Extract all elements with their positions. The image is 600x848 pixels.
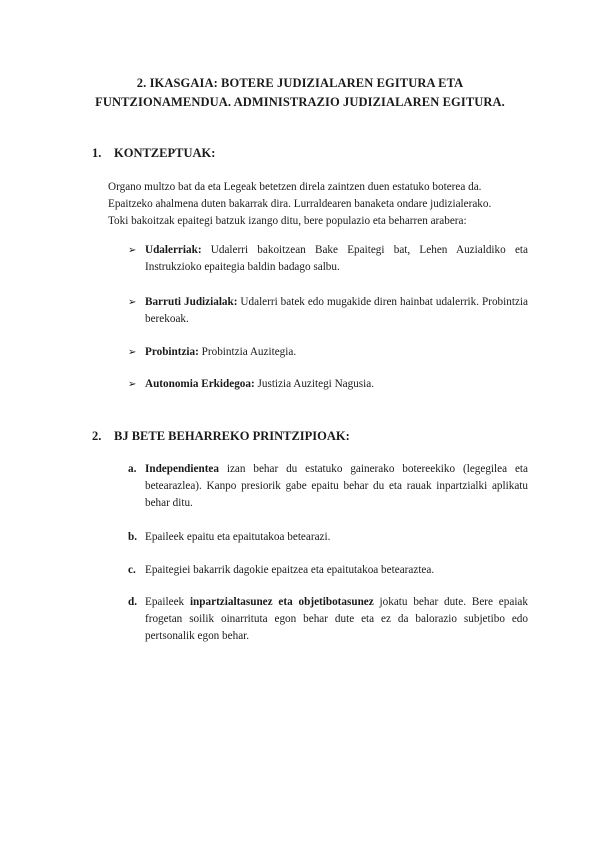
arrow-bullet-icon: ➢ [128, 347, 137, 358]
item-lead: Probintzia: [145, 346, 199, 358]
intro-line-2: Epaitzeko ahalmena duten bakarrak dira. Lurraldearen banaketa ondare judizialerako. [108, 198, 492, 210]
item-lead: Barruti Judizialak: [145, 296, 238, 308]
item-pre: Epaileek [145, 596, 190, 608]
list-item-b [128, 529, 528, 546]
section-2-title: BJ BETE BEHARREKO PRINTZIPIOAK: [114, 429, 350, 443]
arrow-bullet-icon: ➢ [128, 297, 137, 308]
section-2-number: 2. [92, 429, 102, 443]
list-item-autonomia-erkidegoa [128, 376, 528, 393]
item-bold: Independientea [145, 463, 219, 475]
list-item-barruti-judizialak [128, 294, 528, 328]
list-item-d [128, 594, 528, 645]
item-lead: Udalerriak: [145, 244, 202, 256]
section-2-heading [92, 428, 350, 444]
item-text: Justizia Auzitegi Nagusia. [254, 378, 375, 390]
item-post: izan behar du estatuko gainerako botereekiko (legegilea eta betearazlea). Kanpo presiorik gabe epaitu behar du eta rauak inpartzialki aplikatu behar ditu. [145, 463, 528, 509]
list-item-c [128, 562, 528, 579]
list-item-udalerriak [128, 242, 528, 276]
section-1-intro [108, 179, 528, 230]
list-item-a [128, 461, 528, 512]
item-pre: Epaileek epaitu eta epaitutakoa betearazi. [145, 531, 331, 543]
item-marker: d. [128, 596, 138, 608]
section-1-number: 1. [92, 146, 102, 160]
intro-line-1: Organo multzo bat da eta Legeak betetzen direla zaintzen duen estatuko boterea da. [108, 181, 482, 193]
section-1-heading [92, 145, 215, 161]
item-marker: a. [128, 463, 137, 475]
arrow-bullet-icon: ➢ [128, 379, 137, 390]
page-title [60, 74, 540, 112]
intro-line-3: Toki bakoitzak epaitegi batzuk izango ditu, bere populazio eta beharren arabera: [108, 215, 467, 227]
item-text: Udalerri batek edo mugakide diren hainbat udalerrik. Probintzia berekoak. [145, 296, 528, 325]
arrow-bullet-icon: ➢ [128, 245, 137, 256]
title-line-2: FUNTZIONAMENDUA. ADMINISTRAZIO JUDIZIALAREN EGITURA. [95, 95, 505, 109]
item-marker: b. [128, 531, 138, 543]
item-pre: Epaitegiei bakarrik dagokie epaitzea eta epaitutakoa betearaztea. [145, 564, 435, 576]
item-lead: Autonomia Erkidegoa: [145, 378, 255, 390]
item-marker: c. [128, 564, 136, 576]
item-post: jokatu behar dute. Bere epaiak frogetan soilik oinarrituta egon behar dute eta ez da balorazio subjetibo edo pertsonalik egon behar. [145, 596, 528, 642]
item-bold: inpartzialtasunez eta objetibotasunez [189, 596, 374, 608]
list-item-probintzia [128, 344, 528, 361]
item-text: Probintzia Auzitegia. [198, 346, 297, 358]
section-1-title: KONTZEPTUAK: [114, 146, 216, 160]
item-text: Udalerri bakoitzean Bake Epaitegi bat, Lehen Auzialdiko eta Instrukzioko epaitegia baldin badago salbu. [145, 244, 528, 273]
title-line-1: 2. IKASGAIA: BOTERE JUDIZIALAREN EGITURA ETA [136, 76, 464, 90]
